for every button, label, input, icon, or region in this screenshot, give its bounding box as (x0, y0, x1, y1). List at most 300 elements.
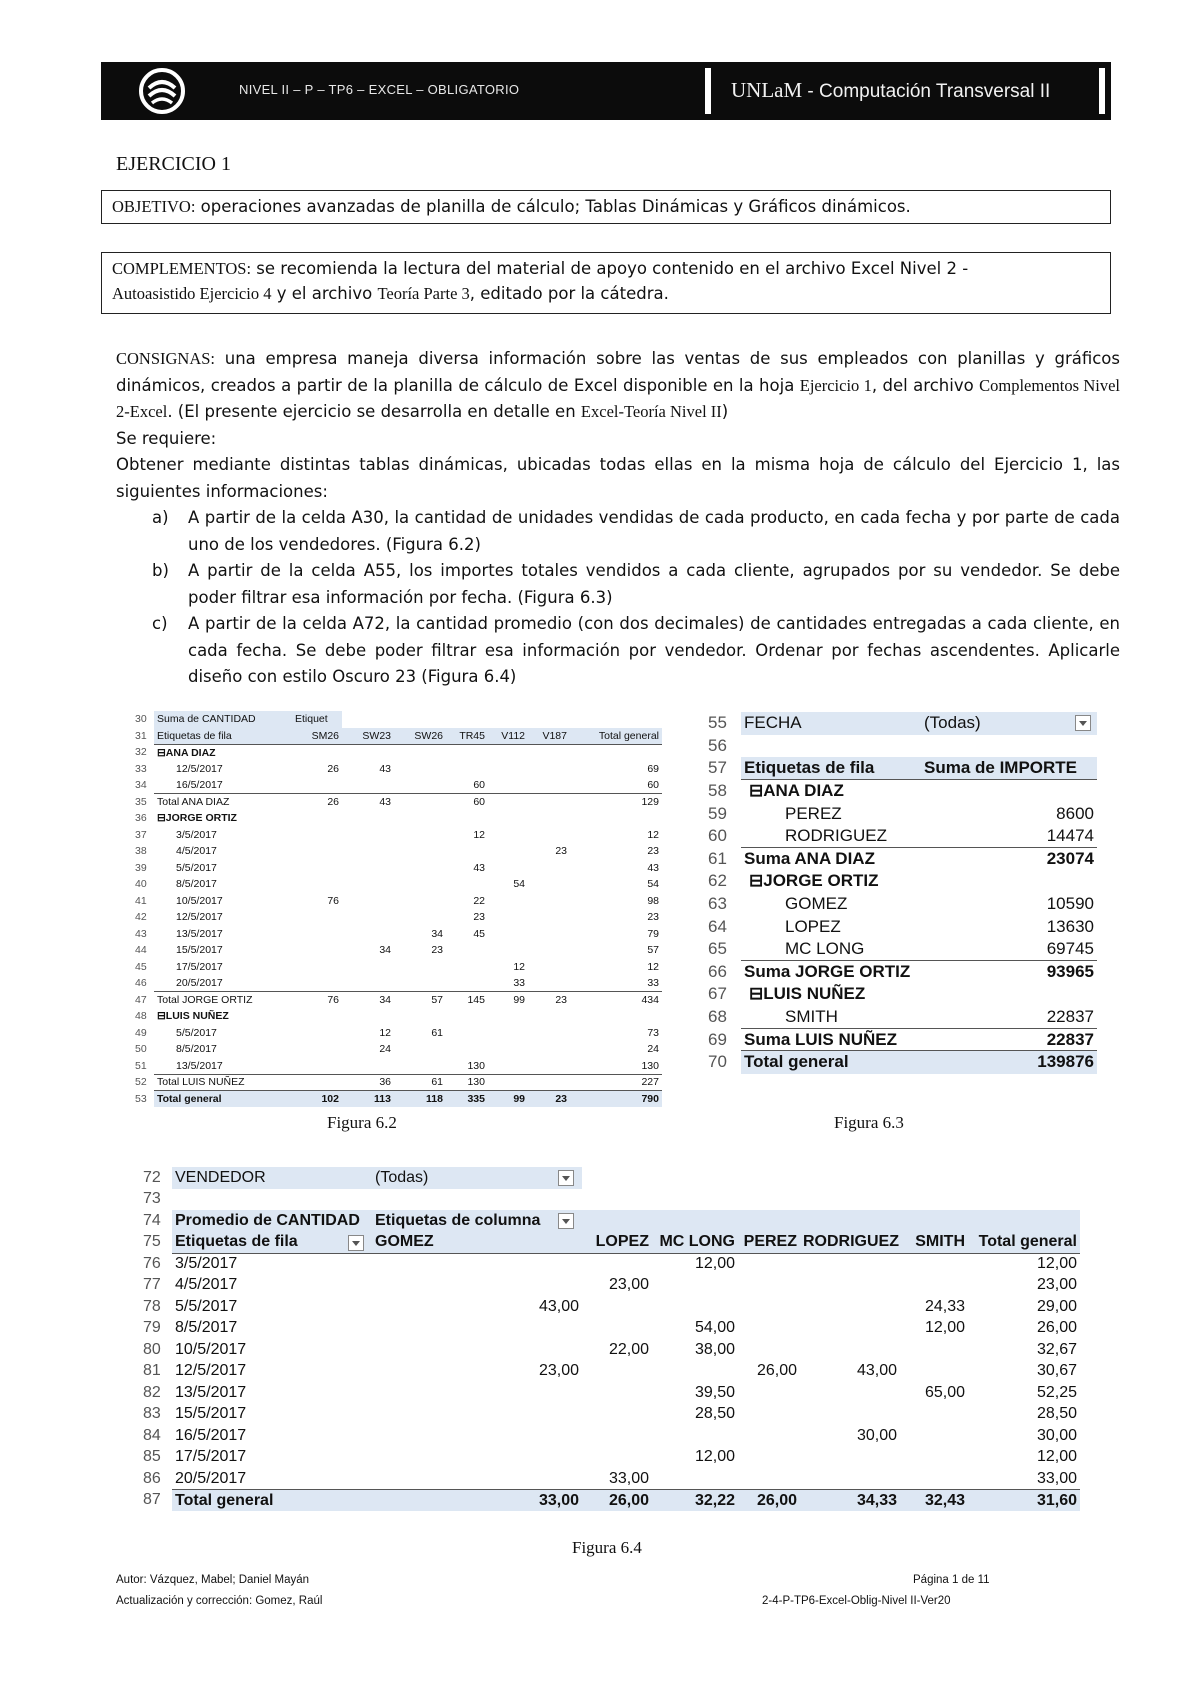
complements-box (101, 252, 1111, 314)
row-number: 49 (135, 1026, 147, 1039)
value-cell (652, 1361, 738, 1383)
grand-total-value: 31,60 (968, 1490, 1080, 1512)
complements-file-2: Teoría Parte 3 (377, 284, 470, 303)
value-cell (342, 860, 394, 877)
grand-total-value: 32,43 (900, 1490, 968, 1512)
complements-text-3: , editado por la cátedra. (469, 284, 669, 303)
value-cell: 33 (513, 977, 525, 989)
value-cell (528, 1041, 570, 1058)
table-row (705, 1006, 1097, 1029)
value-cell (800, 1468, 900, 1490)
value-cell (900, 1361, 968, 1383)
value-cell (921, 870, 1097, 893)
value-cell: 12,00 (1036, 1255, 1077, 1272)
row-number: 81 (143, 1362, 161, 1380)
row-number: 86 (143, 1469, 161, 1487)
row-number: 68 (708, 1007, 727, 1027)
pivot-column-header: SMITH (900, 1232, 968, 1254)
complements-file-1: Autoasistido Ejercicio 4 (112, 284, 272, 303)
value-cell (394, 810, 446, 827)
value-cell (446, 1025, 488, 1042)
value-cell: 23 (555, 845, 567, 858)
value-cell (738, 1318, 800, 1340)
list-item-label: c) (152, 614, 168, 633)
row-label: Total LUIS NUÑEZ (154, 1074, 292, 1091)
row-label: 12/5/2017 (176, 911, 223, 924)
value-cell: 139876 (921, 1051, 1097, 1074)
row-label (741, 735, 921, 758)
value-cell: 69745 (1046, 938, 1094, 958)
value-cell (738, 1447, 800, 1469)
row-label: 5/5/2017 (175, 1297, 238, 1315)
table-row (132, 711, 662, 728)
value-cell (900, 1425, 968, 1447)
value-cell (528, 761, 570, 778)
value-cell (800, 1275, 900, 1297)
row-number: 52 (135, 1076, 147, 1089)
row-label: RODRIGUEZ (785, 826, 887, 846)
row-number: 40 (135, 878, 147, 891)
table-row (140, 1189, 1080, 1211)
value-cell (446, 761, 488, 778)
table-row (140, 1382, 1080, 1404)
value-cell (394, 959, 446, 976)
row-number: 87 (143, 1491, 161, 1509)
table-row (140, 1490, 1080, 1512)
value-cell (582, 1425, 652, 1447)
value-cell (372, 1404, 582, 1426)
value-cell (342, 843, 394, 860)
value-cell (394, 794, 446, 811)
header-subject: - Computación Transversal II (802, 81, 1051, 102)
row-label: ⊟JORGE ORTIZ (749, 871, 879, 891)
grand-total-value: 26,00 (582, 1490, 652, 1512)
complements-text-2: y el archivo (271, 284, 378, 303)
pivot-column-header: PEREZ (738, 1232, 800, 1254)
consignas-text-1: una empresa maneja diversa información sobre las ventas de sus empleados con planillas y gráficos dinámicos, creados a partir de la planilla de cálculo de Excel disponible en la hoja (116, 349, 1120, 395)
table-row (132, 909, 662, 926)
filter-dropdown-icon[interactable] (1075, 715, 1091, 731)
grand-total-value: 33,00 (372, 1490, 582, 1512)
table-row (132, 1041, 662, 1058)
value-cell: 43 (342, 794, 394, 811)
table-row (705, 961, 1097, 984)
cell (738, 1167, 800, 1189)
table-row (132, 959, 662, 976)
row-number: 69 (708, 1029, 727, 1049)
pivot-column-header: SW26 (394, 728, 446, 745)
value-cell (488, 1058, 528, 1075)
value-cell: 99 (488, 992, 528, 1009)
value-cell (342, 827, 394, 844)
value-cell: 38,00 (694, 1340, 735, 1358)
value-cell: 22837 (921, 1028, 1097, 1051)
value-cell (738, 1253, 800, 1275)
row-number: 39 (135, 861, 147, 874)
row-number: 53 (135, 1092, 147, 1105)
value-cell (446, 810, 488, 827)
value-cell (394, 1008, 446, 1025)
value-cell: 8600 (1056, 803, 1094, 823)
row-label: 4/5/2017 (176, 845, 217, 858)
table-row (132, 893, 662, 910)
row-label: 3/5/2017 (176, 828, 217, 841)
value-cell (582, 1447, 652, 1469)
value-cell (900, 1468, 968, 1490)
value-cell: 23 (473, 911, 485, 924)
cell (488, 711, 528, 728)
value-cell: 79 (647, 927, 659, 940)
cell (968, 1189, 1080, 1211)
value-cell: 39,50 (694, 1383, 735, 1401)
value-cell (394, 744, 446, 761)
value-cell (800, 1339, 900, 1361)
filter-value-cell (372, 1167, 582, 1189)
pivot-column-header: GOMEZ (372, 1232, 582, 1254)
value-cell (900, 1447, 968, 1469)
value-cell (446, 1041, 488, 1058)
value-cell: 130 (446, 1074, 488, 1091)
cell (738, 1189, 800, 1211)
value-cell: 24 (379, 1043, 391, 1056)
cell (172, 1189, 372, 1211)
table-row (705, 780, 1097, 803)
value-cell (394, 909, 446, 926)
table-row (132, 843, 662, 860)
value-cell: 23,00 (1036, 1276, 1077, 1294)
value-cell: 23074 (921, 848, 1097, 871)
row-number: 57 (708, 758, 727, 778)
cell (800, 1189, 900, 1211)
value-cell: 12 (379, 1026, 391, 1039)
value-cell (446, 744, 488, 761)
value-cell: Suma de IMPORTE (921, 757, 1097, 780)
value-cell (394, 975, 446, 992)
value-cell: 43 (473, 861, 485, 874)
row-label: Etiquetas de fila (741, 757, 921, 780)
table-row (132, 827, 662, 844)
table-row (705, 802, 1097, 825)
figure-6-2-caption: Figura 6.2 (327, 1113, 397, 1132)
value-cell (528, 827, 570, 844)
value-cell: 60 (647, 779, 659, 791)
header-band (101, 62, 1111, 120)
cell (738, 1210, 800, 1232)
objective-text: operaciones avanzadas de planilla de cálculo; Tablas Dinámicas y Gráficos dinámicos. (195, 197, 911, 216)
row-number: 60 (708, 826, 727, 846)
value-cell (446, 876, 488, 893)
value-cell: 30,67 (1036, 1362, 1077, 1380)
cell (800, 1210, 900, 1232)
value-cell: 57 (647, 944, 659, 957)
row-number: 80 (143, 1340, 161, 1358)
value-cell (582, 1318, 652, 1340)
value-cell: 73 (647, 1026, 659, 1039)
consignas-label: CONSIGNAS: (116, 349, 216, 368)
value-cell (372, 1275, 582, 1297)
row-number: 36 (135, 812, 147, 825)
value-cell (292, 942, 342, 959)
row-number: 79 (143, 1319, 161, 1337)
value-cell: 57 (394, 992, 446, 1009)
pivot-column-label-cell (372, 1210, 582, 1232)
row-number: 51 (135, 1059, 147, 1072)
value-cell: 93965 (921, 961, 1097, 984)
value-cell (528, 1074, 570, 1091)
value-cell: 12,00 (694, 1448, 735, 1466)
value-cell (488, 843, 528, 860)
cell (900, 1210, 968, 1232)
grand-total-value: 34,33 (800, 1490, 900, 1512)
value-cell (292, 959, 342, 976)
consignas-sheet-name: Ejercicio 1 (799, 375, 872, 395)
figure-6-4-caption: Figura 6.4 (572, 1538, 642, 1557)
value-cell (800, 1253, 900, 1275)
pivot-row-labels-header: Etiquetas de fila (154, 728, 292, 745)
value-cell (372, 1468, 582, 1490)
table-row (132, 810, 662, 827)
value-cell: 29,00 (1036, 1297, 1077, 1315)
value-cell: 130 (467, 1059, 485, 1072)
footer-page-number: Página 1 de 11 (913, 1574, 990, 1586)
figure-6-4-pivot-table (140, 1167, 1080, 1527)
value-cell: 12 (513, 960, 525, 973)
value-cell: 130 (641, 1059, 659, 1072)
filter-field-label: VENDEDOR (172, 1167, 372, 1189)
value-cell: 60 (446, 794, 488, 811)
row-number: 82 (143, 1383, 161, 1401)
row-number: 56 (708, 735, 727, 755)
table-row (705, 825, 1097, 848)
row-number: 74 (143, 1211, 161, 1229)
value-cell (394, 843, 446, 860)
value-cell (738, 1275, 800, 1297)
header-brand: UNLaM (731, 78, 803, 102)
value-cell (528, 1058, 570, 1075)
value-cell (738, 1468, 800, 1490)
value-cell (372, 1447, 582, 1469)
value-cell: 22 (473, 894, 485, 907)
value-cell: 61 (431, 1026, 443, 1039)
table-row (705, 893, 1097, 916)
header-institution-label (731, 78, 1050, 103)
value-cell: 26 (327, 762, 339, 775)
table-row (705, 915, 1097, 938)
row-number: 30 (135, 713, 147, 726)
value-cell: 23 (528, 1091, 570, 1108)
complements-label: COMPLEMENTOS: (112, 259, 252, 278)
table-row (140, 1210, 1080, 1232)
row-number: 75 (143, 1233, 161, 1251)
value-cell: 26,00 (756, 1362, 797, 1380)
value-cell (372, 1425, 582, 1447)
value-cell (342, 777, 394, 794)
value-cell: 12,00 (1036, 1448, 1077, 1466)
table-row (140, 1296, 1080, 1318)
table-row (132, 744, 662, 761)
value-cell (372, 1382, 582, 1404)
figure-6-2-pivot-table (132, 711, 662, 1105)
requirements-intro: Obtener mediante distintas tablas dinámicas, ubicadas todas ellas en la misma hoja de cálculo del Ejercicio 1, las siguientes informaciones: (116, 455, 1120, 501)
objective-box (101, 190, 1111, 224)
value-cell (488, 810, 528, 827)
value-cell: 34 (342, 992, 394, 1009)
value-cell: 33,00 (1036, 1469, 1077, 1487)
value-cell: 23 (431, 944, 443, 957)
value-cell (292, 975, 342, 992)
value-cell (488, 942, 528, 959)
row-number: 43 (135, 927, 147, 940)
row-number: 32 (135, 746, 147, 759)
row-label: 12/5/2017 (176, 762, 223, 775)
row-label: LOPEZ (785, 916, 841, 936)
filter-value: (Todas) (375, 1168, 429, 1186)
list-item (116, 558, 1120, 611)
pivot-column-header: TR45 (446, 728, 488, 745)
value-cell: 28,50 (1036, 1405, 1077, 1423)
value-cell: 12 (647, 828, 659, 841)
value-cell: 23 (528, 992, 570, 1009)
row-number: 63 (708, 894, 727, 914)
value-cell: 33 (647, 977, 659, 989)
table-row (705, 938, 1097, 961)
value-cell: 32,67 (1036, 1340, 1077, 1358)
value-cell (488, 744, 528, 761)
row-number: 66 (708, 961, 727, 981)
value-cell (394, 876, 446, 893)
value-cell (528, 975, 570, 992)
value-cell (446, 1008, 488, 1025)
row-number: 76 (143, 1254, 161, 1272)
value-cell (528, 942, 570, 959)
value-cell (372, 1339, 582, 1361)
value-cell (394, 761, 446, 778)
value-cell: 129 (570, 794, 662, 811)
row-label: Suma LUIS NUÑEZ (741, 1028, 921, 1051)
row-label: Total general (741, 1051, 921, 1074)
filter-dropdown-icon[interactable] (558, 1170, 574, 1186)
table-row (705, 1028, 1097, 1051)
row-number: 72 (143, 1168, 161, 1186)
value-cell (528, 959, 570, 976)
row-number: 50 (135, 1043, 147, 1056)
cell (342, 711, 394, 728)
value-cell: 54,00 (694, 1319, 735, 1337)
row-label: 13/5/2017 (175, 1383, 247, 1401)
value-cell (342, 926, 394, 943)
row-number: 47 (135, 993, 147, 1006)
value-cell (446, 975, 488, 992)
table-row (132, 926, 662, 943)
pivot-column-header: RODRIGUEZ (800, 1232, 900, 1254)
list-item (116, 505, 1120, 558)
row-number: 59 (708, 803, 727, 823)
value-cell: 30,00 (856, 1426, 897, 1444)
value-cell: 113 (342, 1091, 394, 1108)
cell (800, 1167, 900, 1189)
value-cell: 65,00 (924, 1383, 965, 1401)
value-cell (528, 909, 570, 926)
table-row (705, 735, 1097, 758)
value-cell (528, 744, 570, 761)
value-cell: 61 (394, 1074, 446, 1091)
value-cell (570, 1008, 662, 1025)
row-label: 13/5/2017 (176, 927, 223, 940)
row-number: 42 (135, 911, 147, 924)
value-cell (394, 860, 446, 877)
cell (528, 711, 570, 728)
value-cell: 13630 (1046, 916, 1094, 936)
value-cell (488, 761, 528, 778)
exercise-title: EJERCICIO 1 (116, 153, 231, 175)
pivot-table-grid (132, 711, 662, 1107)
value-cell (570, 744, 662, 761)
value-cell: 26 (292, 794, 342, 811)
value-cell (528, 1008, 570, 1025)
value-cell (292, 1074, 342, 1091)
value-cell (488, 860, 528, 877)
row-label: 8/5/2017 (176, 1043, 217, 1056)
table-row (140, 1361, 1080, 1383)
value-cell (488, 794, 528, 811)
grand-total-value: 32,22 (652, 1490, 738, 1512)
value-cell (394, 893, 446, 910)
value-cell (292, 843, 342, 860)
se-requiere: Se requiere: (116, 428, 217, 448)
value-cell (738, 1339, 800, 1361)
row-label: 20/5/2017 (176, 977, 223, 989)
value-cell (394, 827, 446, 844)
row-label: Suma JORGE ORTIZ (741, 961, 921, 984)
column-filter-dropdown-icon[interactable] (558, 1213, 574, 1229)
value-cell (652, 1425, 738, 1447)
cell (652, 1167, 738, 1189)
value-cell: 23 (647, 845, 659, 858)
value-cell: 28,50 (694, 1405, 735, 1423)
table-row (132, 876, 662, 893)
value-cell (652, 1468, 738, 1490)
row-number: 33 (135, 762, 147, 775)
row-filter-dropdown-icon[interactable] (348, 1235, 364, 1251)
footer-update: Actualización y corrección: Gomez, Raúl (116, 1595, 323, 1607)
pivot-row-labels-header (172, 1232, 372, 1254)
table-row (140, 1425, 1080, 1447)
row-number: 44 (135, 944, 147, 957)
value-cell: 12 (647, 960, 659, 973)
cell (900, 1167, 968, 1189)
value-cell: 23,00 (538, 1362, 579, 1380)
value-cell: 30,00 (1036, 1426, 1077, 1444)
value-cell: 34 (379, 944, 391, 957)
value-cell (528, 860, 570, 877)
value-cell: 36 (342, 1074, 394, 1091)
value-cell: 76 (327, 894, 339, 907)
value-cell (292, 810, 342, 827)
value-cell (394, 1041, 446, 1058)
value-cell (372, 1253, 582, 1275)
row-label: ⊟LUIS NUÑEZ (157, 1010, 229, 1023)
row-number: 38 (135, 845, 147, 858)
row-label: 4/5/2017 (175, 1276, 238, 1294)
value-cell: 54 (647, 878, 659, 891)
value-cell: 10590 (1046, 894, 1094, 914)
table-row (132, 1025, 662, 1042)
row-label: SMITH (785, 1006, 838, 1026)
value-cell: 790 (570, 1091, 662, 1108)
value-cell (342, 744, 394, 761)
value-cell: 227 (570, 1074, 662, 1091)
value-cell (582, 1404, 652, 1426)
